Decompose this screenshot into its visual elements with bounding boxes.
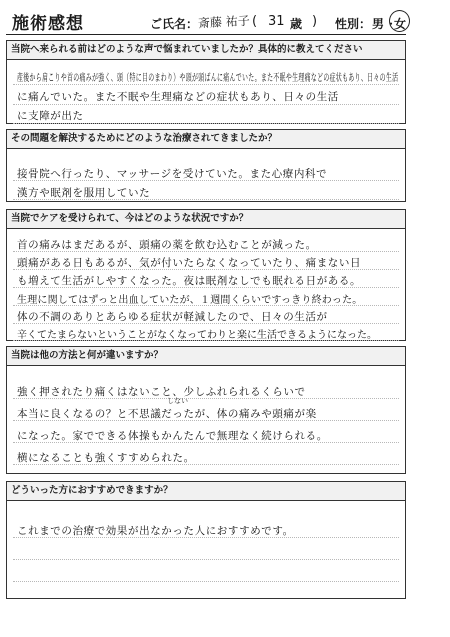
answer-line: 辛くてたまらないということがなくなってわりと楽に生活できるようになった。 bbox=[17, 330, 377, 341]
answer-line: になった。家でできる体操もかんたんで無理なく続けられる。 bbox=[17, 430, 328, 442]
ruled-line bbox=[13, 104, 399, 105]
answer-line: に支障が出た bbox=[17, 110, 84, 122]
gender-selected-circle bbox=[389, 10, 410, 32]
answer-line: 横になることも強くすすめられた。 bbox=[17, 452, 195, 464]
answer-line: 首の痛みはまだあるが、頭痛の薬を飲む込むことが減った。 bbox=[17, 239, 317, 251]
ruled-line bbox=[13, 84, 399, 85]
answer-line: に痛んでいた。また不眠や生理痛などの症状もあり、日々の生活 bbox=[17, 91, 339, 103]
header-rule bbox=[6, 34, 406, 35]
section-symptoms bbox=[6, 40, 406, 124]
gender-separator: ・ bbox=[385, 17, 398, 31]
age-close-paren: ) bbox=[312, 14, 318, 29]
inserted-note: しない bbox=[167, 397, 188, 405]
answer-line: 漢方や眠剤を服用していた bbox=[17, 187, 151, 199]
section-current-status bbox=[6, 209, 406, 341]
gender-label: 性別： bbox=[335, 17, 372, 31]
gender-option-female: 女 bbox=[394, 17, 407, 31]
sheet-title: 施術感想 bbox=[12, 14, 84, 34]
question-current-status: 当院でケアを受けられて、今はどのような状況ですか？ bbox=[7, 210, 405, 229]
answer-line: も増えて生活がしやすくなった。夜は眠剤なしでも眠れる日がある。 bbox=[17, 275, 362, 287]
gender-option-male: 男 bbox=[372, 17, 385, 31]
ruled-line bbox=[13, 123, 399, 124]
question-prior-treatment: その問題を解決するためにどのような治療されてきましたか？ bbox=[7, 130, 405, 149]
age-unit: 歳 bbox=[290, 17, 303, 31]
age-open-paren: ( bbox=[252, 14, 258, 29]
answer-line: 強く押されたり痛くはないこと、少しふれられるくらいで bbox=[17, 386, 306, 398]
question-difference: 当院は他の方法と何が違いますか？ bbox=[7, 347, 405, 366]
answer-line: 頭痛がある日もあるが、気が付いたらなくなっていたり、痛まない日 bbox=[17, 257, 362, 269]
section-difference bbox=[6, 346, 406, 474]
answer-line: これまでの治療で効果が出なかった人におすすめです。 bbox=[17, 525, 294, 537]
name-label: ご氏名： bbox=[150, 17, 199, 31]
question-symptoms: 当院へ来られる前はどのような声で悩まれていましたか？具体的に教えてください bbox=[7, 41, 405, 60]
name-value: 斎藤 祐子 bbox=[197, 13, 251, 31]
answer-line: 接骨院へ行ったり、マッサージを受けていた。また心療内科で bbox=[17, 168, 328, 180]
section-recommendation bbox=[6, 481, 406, 599]
ruled-line bbox=[13, 581, 399, 582]
ruled-line bbox=[13, 559, 399, 560]
answer-line: 生理に関してはずっと出血していたが、１週間くらいですっきり終わった。 bbox=[17, 295, 363, 306]
section-prior-treatment bbox=[6, 129, 406, 202]
answer-line: 産後から肩こりや首の痛みが強く、頭（特に目のまわり）や頭が頭ばんに痛んでいた。また不眠や生理痛などの症状もあり、日々の生活 bbox=[17, 72, 399, 84]
answer-line: 体の不調のありとあらゆる症状が軽減したので、日々の生活が bbox=[17, 311, 328, 323]
age-value: 31 bbox=[268, 14, 285, 29]
sheet-header bbox=[0, 6, 450, 34]
question-recommendation: どういった方におすすめできますか？ bbox=[7, 482, 405, 501]
answer-line: 本当に良くなるの？と不思議だったが、体の痛みや頭痛が楽 bbox=[17, 408, 317, 420]
